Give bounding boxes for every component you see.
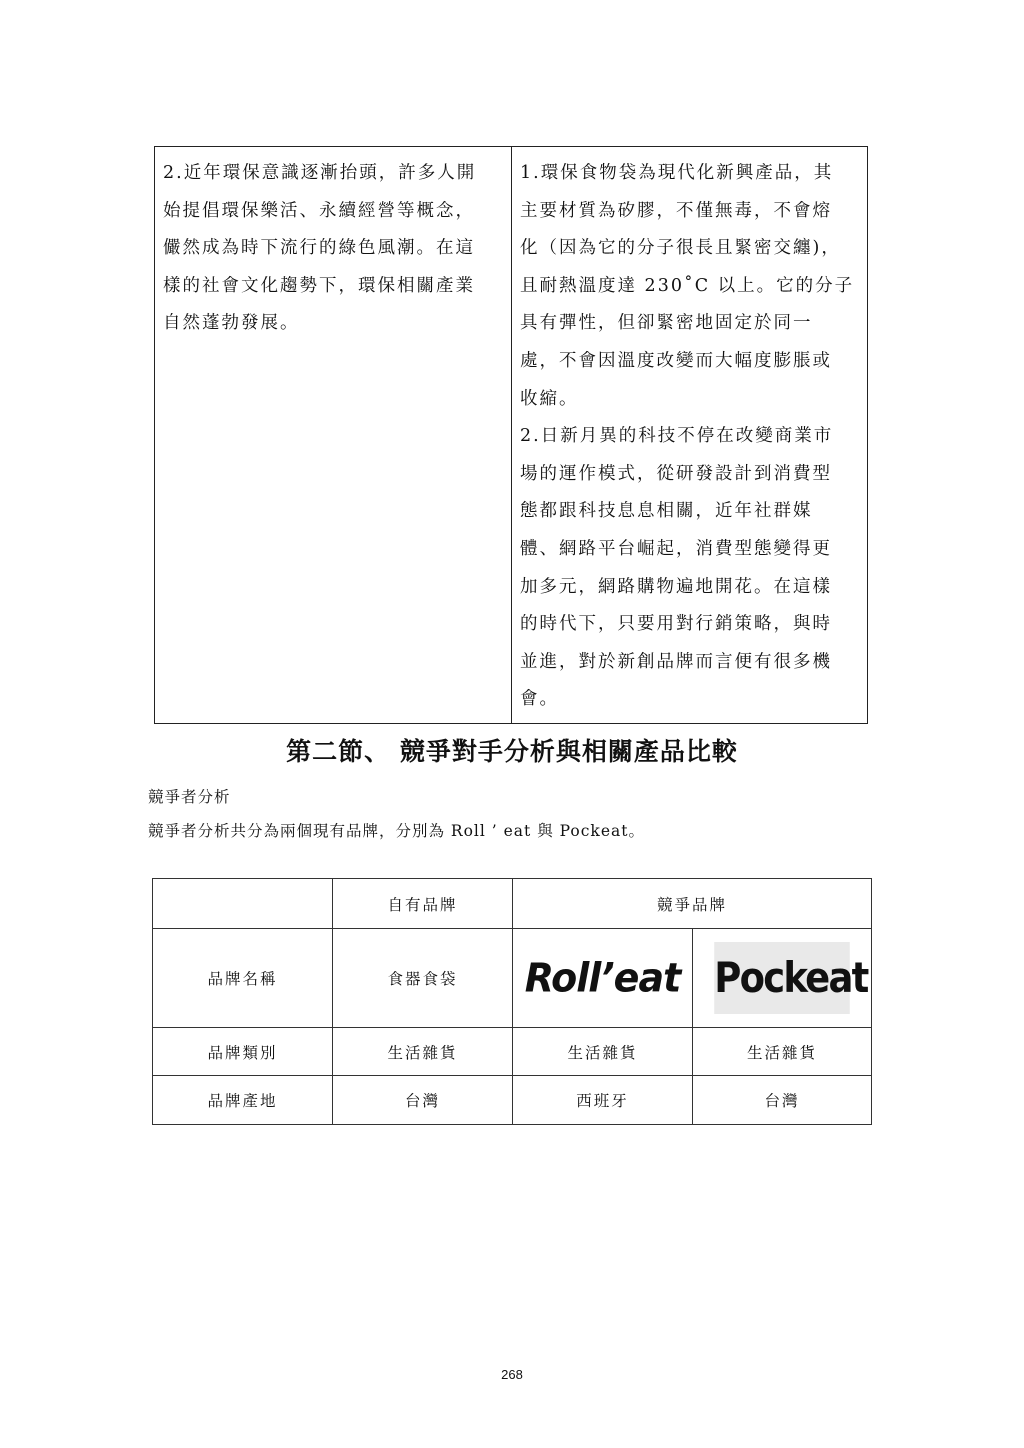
text-line: 體、網路平台崛起，消費型態變得更 [520,538,832,559]
table-row [153,1028,872,1076]
table-header-row [153,879,872,929]
text-line: 加多元，網路購物遍地開花。在這樣 [520,576,832,597]
text-line: 自然蓬勃發展。 [163,313,300,334]
table-cell: 生活雜貨 [333,1028,513,1076]
row-label: 品牌類別 [153,1028,333,1076]
text-line: 化（因為它的分子很長且緊密交纏)， [520,238,841,259]
rolleat-logo: Roll’eat [524,954,681,1002]
table-cell: 生活雜貨 [513,1028,693,1076]
social-trend-cell [155,147,512,724]
context-row [155,147,868,724]
row-label: 品牌名稱 [153,929,333,1028]
text-line: 並進，對於新創品牌而言便有很多機 [520,651,832,672]
text-line: 收縮。 [520,388,579,409]
text-line: 具有彈性，但卻緊密地固定於同一 [520,313,813,334]
page-number: 268 [501,1367,523,1382]
table-row [153,929,872,1028]
own-brand-name: 食器食袋 [333,929,513,1028]
text-line: 始提倡環保樂活、永續經營等概念， [163,200,475,221]
section-title: 第二節、 競爭對手分析與相關產品比較 [286,737,738,766]
row-label: 品牌產地 [153,1076,333,1125]
text-line: 處，不會因溫度改變而大幅度膨脹或 [520,350,832,371]
header-blank-cell [153,879,333,929]
table-cell: 台灣 [333,1076,513,1125]
rolleat-logo-cell [513,929,693,1028]
intro-paragraph: 競爭者分析共分為兩個現有品牌，分別為 Roll ’ eat 與 Pockeat。 [148,822,645,840]
header-own-brand: 自有品牌 [333,879,513,929]
context-table [154,146,868,724]
pockeat-logo-cell [693,929,872,1028]
brand-comparison-table [152,878,872,1125]
text-line: 2.近年環保意識逐漸抬頭，許多人開 [163,163,477,183]
table-row [153,1076,872,1125]
table-cell: 台灣 [693,1076,872,1125]
subheading: 競爭者分析 [148,788,231,806]
header-competitor-brand: 競爭品牌 [513,879,872,929]
product-tech-cell [512,147,868,724]
text-line: 的時代下，只要用對行銷策略，與時 [520,614,832,635]
text-line: 樣的社會文化趨勢下，環保相關產業 [163,275,475,296]
text-line: 儼然成為時下流行的綠色風潮。在這 [163,238,475,259]
text-line: 且耐熱溫度達 230˚C 以上。它的分子 [520,275,855,296]
text-line: 2.日新月異的科技不停在改變商業市 [520,426,834,447]
text-line: 主要材質為矽膠，不僅無毒，不會熔 [520,200,832,221]
table-cell: 生活雜貨 [693,1028,872,1076]
text-line: 場的運作模式，從研發設計到消費型 [520,463,832,484]
text-line: 態都跟科技息息相關，近年社群媒 [520,501,813,522]
table-cell: 西班牙 [513,1076,693,1125]
pockeat-logo: Pockeat [714,942,850,1014]
text-line: 1.環保食物袋為現代化新興產品，其 [520,163,834,183]
text-line: 會。 [520,689,559,710]
